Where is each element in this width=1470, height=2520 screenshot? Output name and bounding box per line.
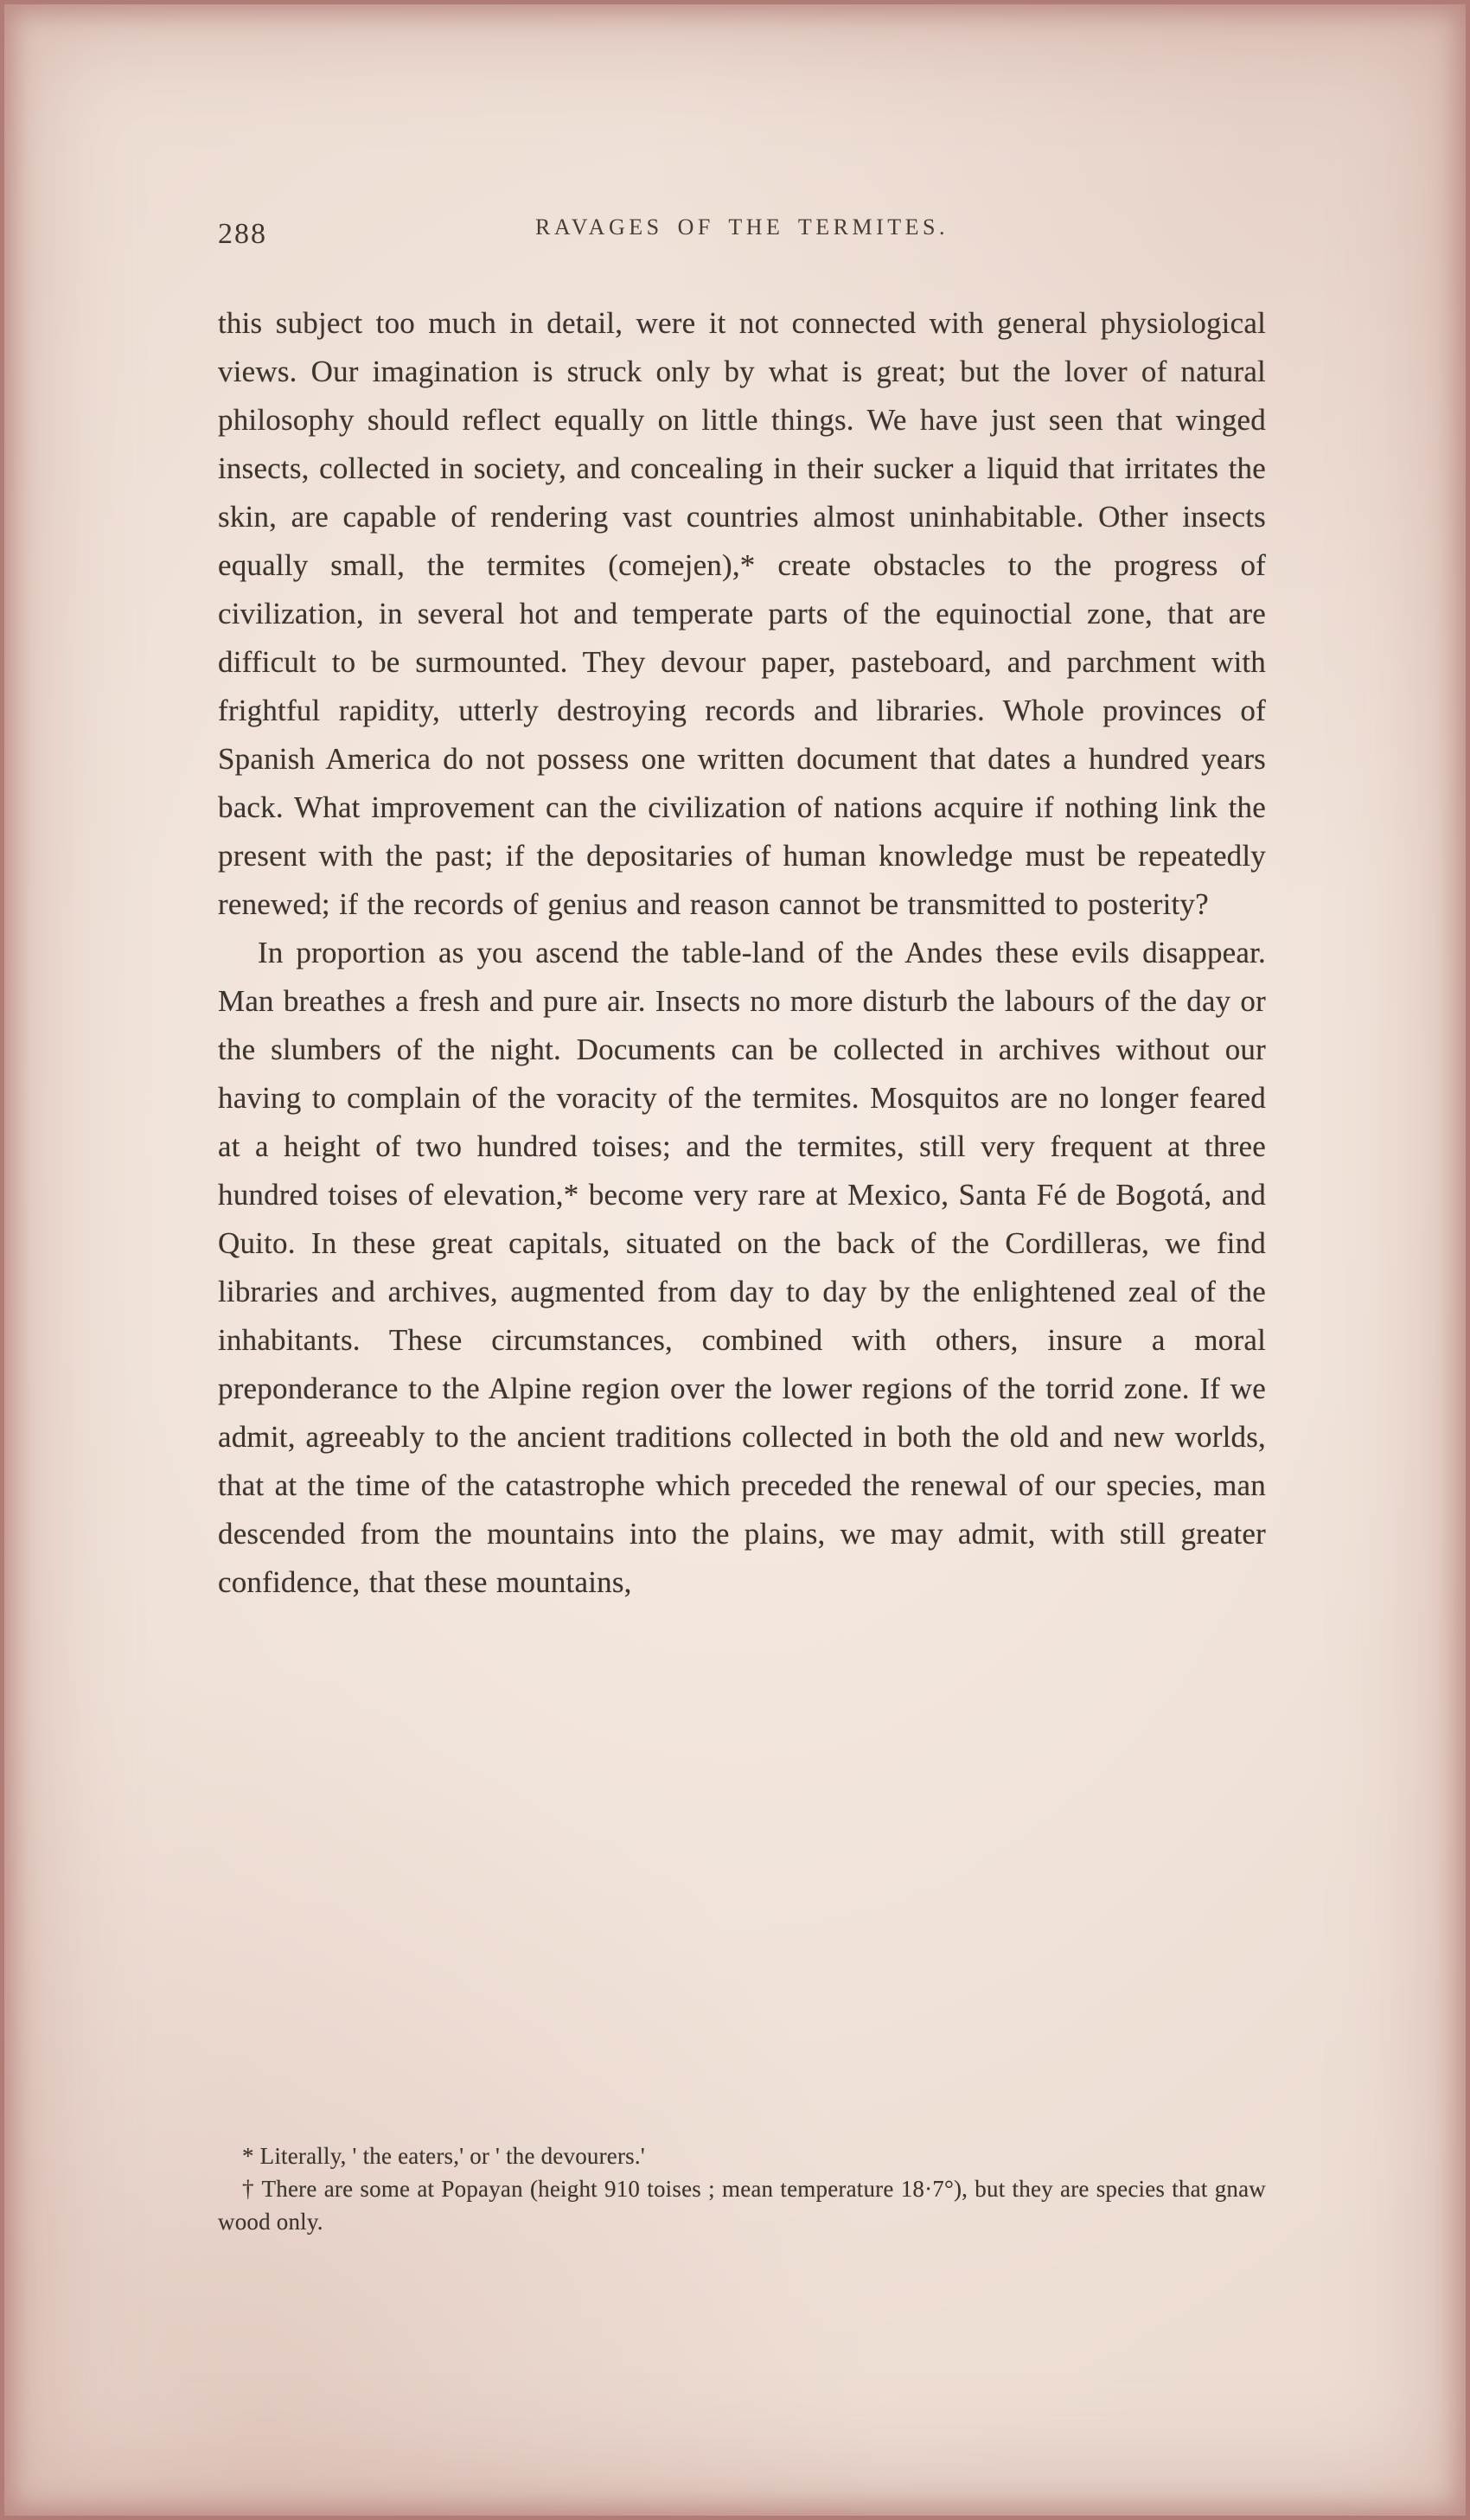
footnote: † There are some at Popayan (height 910 toises ; mean temperature 18·7°), but they are species that gnaw wood only. <box>218 2176 1266 2235</box>
footnote: * Literally, ' the eaters,' or ' the devourers.' <box>242 2143 645 2169</box>
page-number: 288 <box>218 218 267 250</box>
paragraph: In proportion as you ascend the table-land of the Andes these evils disappear. Man breathes a fresh and pure air. Insects no more disturb the labours of the day or the slumbers of the night. Documents can be collected in archives without our having to complain of the voracity of the termites. Mosquitos are no longer feared at a height of two hundred toises; and the termites, still very frequent at three hundred toises of elevation,* become very rare at Mexico, Santa Fé de Bogotá, and Quito. In these great capitals, situated on the back of the Cordilleras, we find libraries and archives, augmented from day to day by the enlightened zeal of the inhabitants. These circumstances, combined with others, insure a moral preponderance to the Alpine region over the lower regions of the torrid zone. If we admit, agreeably to the ancient traditions collected in both the old and new worlds, that at the time of the catastrophe which preceded the renewal of our species, man descended from the mountains into the plains, we may admit, with still greater confidence, that these mountains, <box>218 936 1266 1599</box>
footnotes <box>218 2139 1266 2238</box>
running-head: RAVAGES OF THE TERMITES. <box>534 214 949 240</box>
page-header <box>218 206 1266 251</box>
paragraph: this subject too much in detail, were it not connected with general physiological views. Our imagination is struck only by what is great; but the lover of natural philosophy should reflect equally on little things. We have just seen that winged insects, collected in society, and concealing in their sucker a liquid that irritates the skin, are capable of rendering vast countries almost uninhabitable. Other insects equally small, the termites (comejen),* create obstacles to the progress of civilization, in several hot and temperate parts of the equinoctial zone, that are difficult to be surmounted. They devour paper, pasteboard, and parchment with frightful rapidity, utterly destroying records and libraries. Whole provinces of Spanish America do not possess one written document that dates a hundred years back. What improvement can the civilization of nations acquire if nothing link the present with the past; if the depositaries of human knowledge must be repeatedly renewed; if the records of genius and reason cannot be transmitted to posterity? <box>218 306 1266 921</box>
body-text <box>218 299 1266 1607</box>
